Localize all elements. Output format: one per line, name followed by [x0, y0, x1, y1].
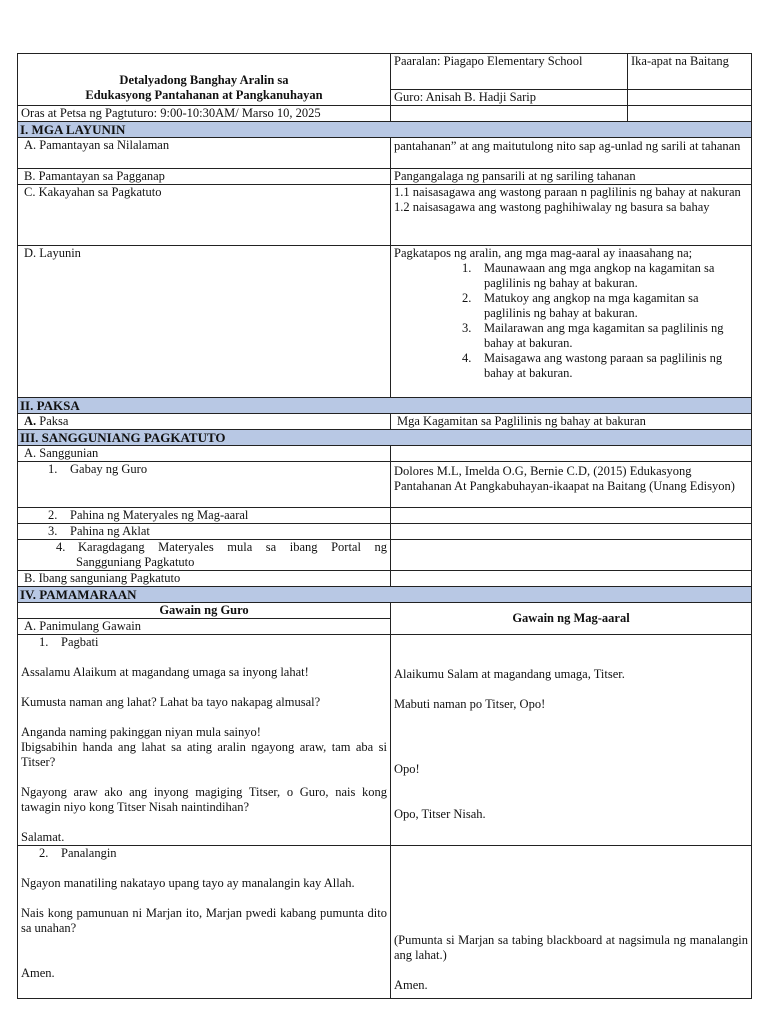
kakayahan-item: 1.1 naisasagawa ang wastong paraan n paglilinis ng bahay at nakuran	[394, 185, 741, 199]
col-gawain-magaaral: Gawain ng Mag-aaral	[391, 603, 752, 635]
karagdagang-materyales-label: 4. Karagdagang Materyales mula sa ibang Portal ng Sangguniang Pagkatuto	[18, 540, 391, 571]
guro-line: Ngayon manatiling nakatayo upang tayo ay manalangin kay Allah.	[21, 876, 355, 890]
pamantayan-nilalaman-label: A. Pamantayan sa Nilalaman	[18, 138, 391, 169]
magaaral-line: Opo!	[394, 762, 420, 776]
title-line-1: Detalyadong Banghay Aralin sa	[119, 73, 289, 87]
gabay-guro-label: 1. Gabay ng Guro	[18, 462, 391, 508]
empty-cell	[628, 90, 752, 106]
objectives-list	[394, 261, 748, 381]
pahina-materyales-value	[391, 508, 752, 524]
panalangin-guro	[18, 846, 391, 999]
ibang-sanggunian-label: B. Ibang sanguniang Pagkatuto	[18, 571, 391, 587]
empty-cell	[391, 571, 752, 587]
pamantayan-pagganap-value: Pangangalaga ng pansarili at ng sariling tahanan	[391, 169, 752, 185]
guro-line: Ngayong araw ako ang inyong magiging Titser, o Guro, nais kong tawagin niyo kong Titser Nisah naintindihan?	[21, 785, 387, 814]
kakayahan-item: 1.2 naisasagawa ang wastong paghihiwalay ng basura sa bahay	[394, 200, 710, 214]
pahina-aklat-value	[391, 524, 752, 540]
objective-item: 1. Maunawaan ang mga angkop na kagamitan sa paglilinis ng bahay at bakuran.	[462, 261, 715, 290]
objective-item: 3. Mailarawan ang mga kagamitan sa paglilinis ng bahay at bakuran.	[462, 321, 724, 350]
empty-cell	[391, 106, 628, 122]
section-layunin: I. MGA LAYUNIN	[18, 122, 752, 138]
lesson-plan-table	[17, 53, 752, 999]
sanggunian-label: A. Sanggunian	[18, 446, 391, 462]
teacher-cell: Guro: Anisah B. Hadji Sarip	[391, 90, 628, 106]
document-title	[18, 54, 391, 106]
objective-item: 2. Matukoy ang angkop na mga kagamitan sa paglilinis ng bahay at bakuran.	[462, 291, 699, 320]
guro-line: Amen.	[21, 966, 55, 980]
empty-cell	[628, 106, 752, 122]
guro-line: Salamat.	[21, 830, 65, 844]
pahina-materyales-label: 2. Pahina ng Materyales ng Mag-aaral	[18, 508, 391, 524]
guro-line: Nais kong pamunuan ni Marjan ito, Marjan pwedi kabang pumunta dito sa unahan?	[21, 906, 387, 935]
kakayahan-label: C. Kakayahan sa Pagkatuto	[18, 185, 391, 246]
gabay-guro-value: Dolores M.L, Imelda O.G, Bernie C.D, (2015) Edukasyong Pantahanan At Pangkabuhayan-ikaapat na Baitang (Unang Edisyon)	[391, 462, 752, 508]
guro-line: Kumusta naman ang lahat? Lahat ba tayo nakapag almusal?	[21, 695, 321, 709]
section-paksa: II. PAKSA	[18, 398, 752, 414]
magaaral-line: Alaikumu Salam at magandang umaga, Titser.	[394, 667, 625, 681]
panalangin-magaaral	[391, 846, 752, 999]
pagbati-magaaral	[391, 635, 752, 846]
pahina-aklat-label: 3. Pahina ng Aklat	[18, 524, 391, 540]
guro-line: Assalamu Alaikum at magandang umaga sa inyong lahat!	[21, 665, 309, 679]
title-line-2: Edukasyong Pantahanan at Pangkanuhayan	[85, 88, 323, 102]
panimulang-gawain-label: A. Panimulang Gawain	[18, 619, 391, 635]
layunin-value	[391, 246, 752, 398]
objective-item: 4. Maisagawa ang wastong paraan sa paglilinis ng bahay at bakuran.	[462, 351, 723, 380]
karagdagang-materyales-value	[391, 540, 752, 571]
guro-line: Anganda naming pakinggan niyan mula sainyo!	[21, 725, 261, 739]
layunin-label: D. Layunin	[18, 246, 391, 398]
magaaral-line: Mabuti naman po Titser, Opo!	[394, 697, 546, 711]
layunin-intro: Pagkatapos ng aralin, ang mga mag-aaral ay inaasahang na;	[394, 246, 693, 260]
magaaral-line: Amen.	[394, 978, 428, 992]
guro-line: Ibigsabihin handa ang lahat sa ating aralin ngayong araw, tam aba si Titser?	[21, 740, 387, 769]
school-cell: Paaralan: Piagapo Elementary School	[391, 54, 628, 90]
kakayahan-value	[391, 185, 752, 246]
grade-cell: Ika-apat na Baitang	[628, 54, 752, 90]
panalangin-label: 2. Panalangin	[39, 846, 117, 860]
empty-cell	[391, 446, 752, 462]
col-gawain-guro: Gawain ng Guro	[18, 603, 391, 619]
magaaral-line: Opo, Titser Nisah.	[394, 807, 486, 821]
section-pamamaraan: IV. PAMAMARAAN	[18, 587, 752, 603]
section-sanggunian: III. SANGGUNIANG PAGKATUTO	[18, 430, 752, 446]
pamantayan-pagganap-label: B. Pamantayan sa Pagganap	[18, 169, 391, 185]
pamantayan-nilalaman-value: pantahanan” at ang maitutulong nito sap ag-unlad ng sarili at tahanan	[391, 138, 752, 169]
paksa-label: A. Paksa	[18, 414, 391, 430]
paksa-value: Mga Kagamitan sa Paglilinis ng bahay at bakuran	[391, 414, 752, 430]
pagbati-label: 1. Pagbati	[39, 635, 99, 649]
pagbati-guro	[18, 635, 391, 846]
magaaral-line: (Pumunta si Marjan sa tabing blackboard at nagsimula ng manalangin ang lahat.)	[394, 933, 748, 962]
schedule-cell: Oras at Petsa ng Pagtuturo: 9:00-10:30AM/ Marso 10, 2025	[18, 106, 391, 122]
